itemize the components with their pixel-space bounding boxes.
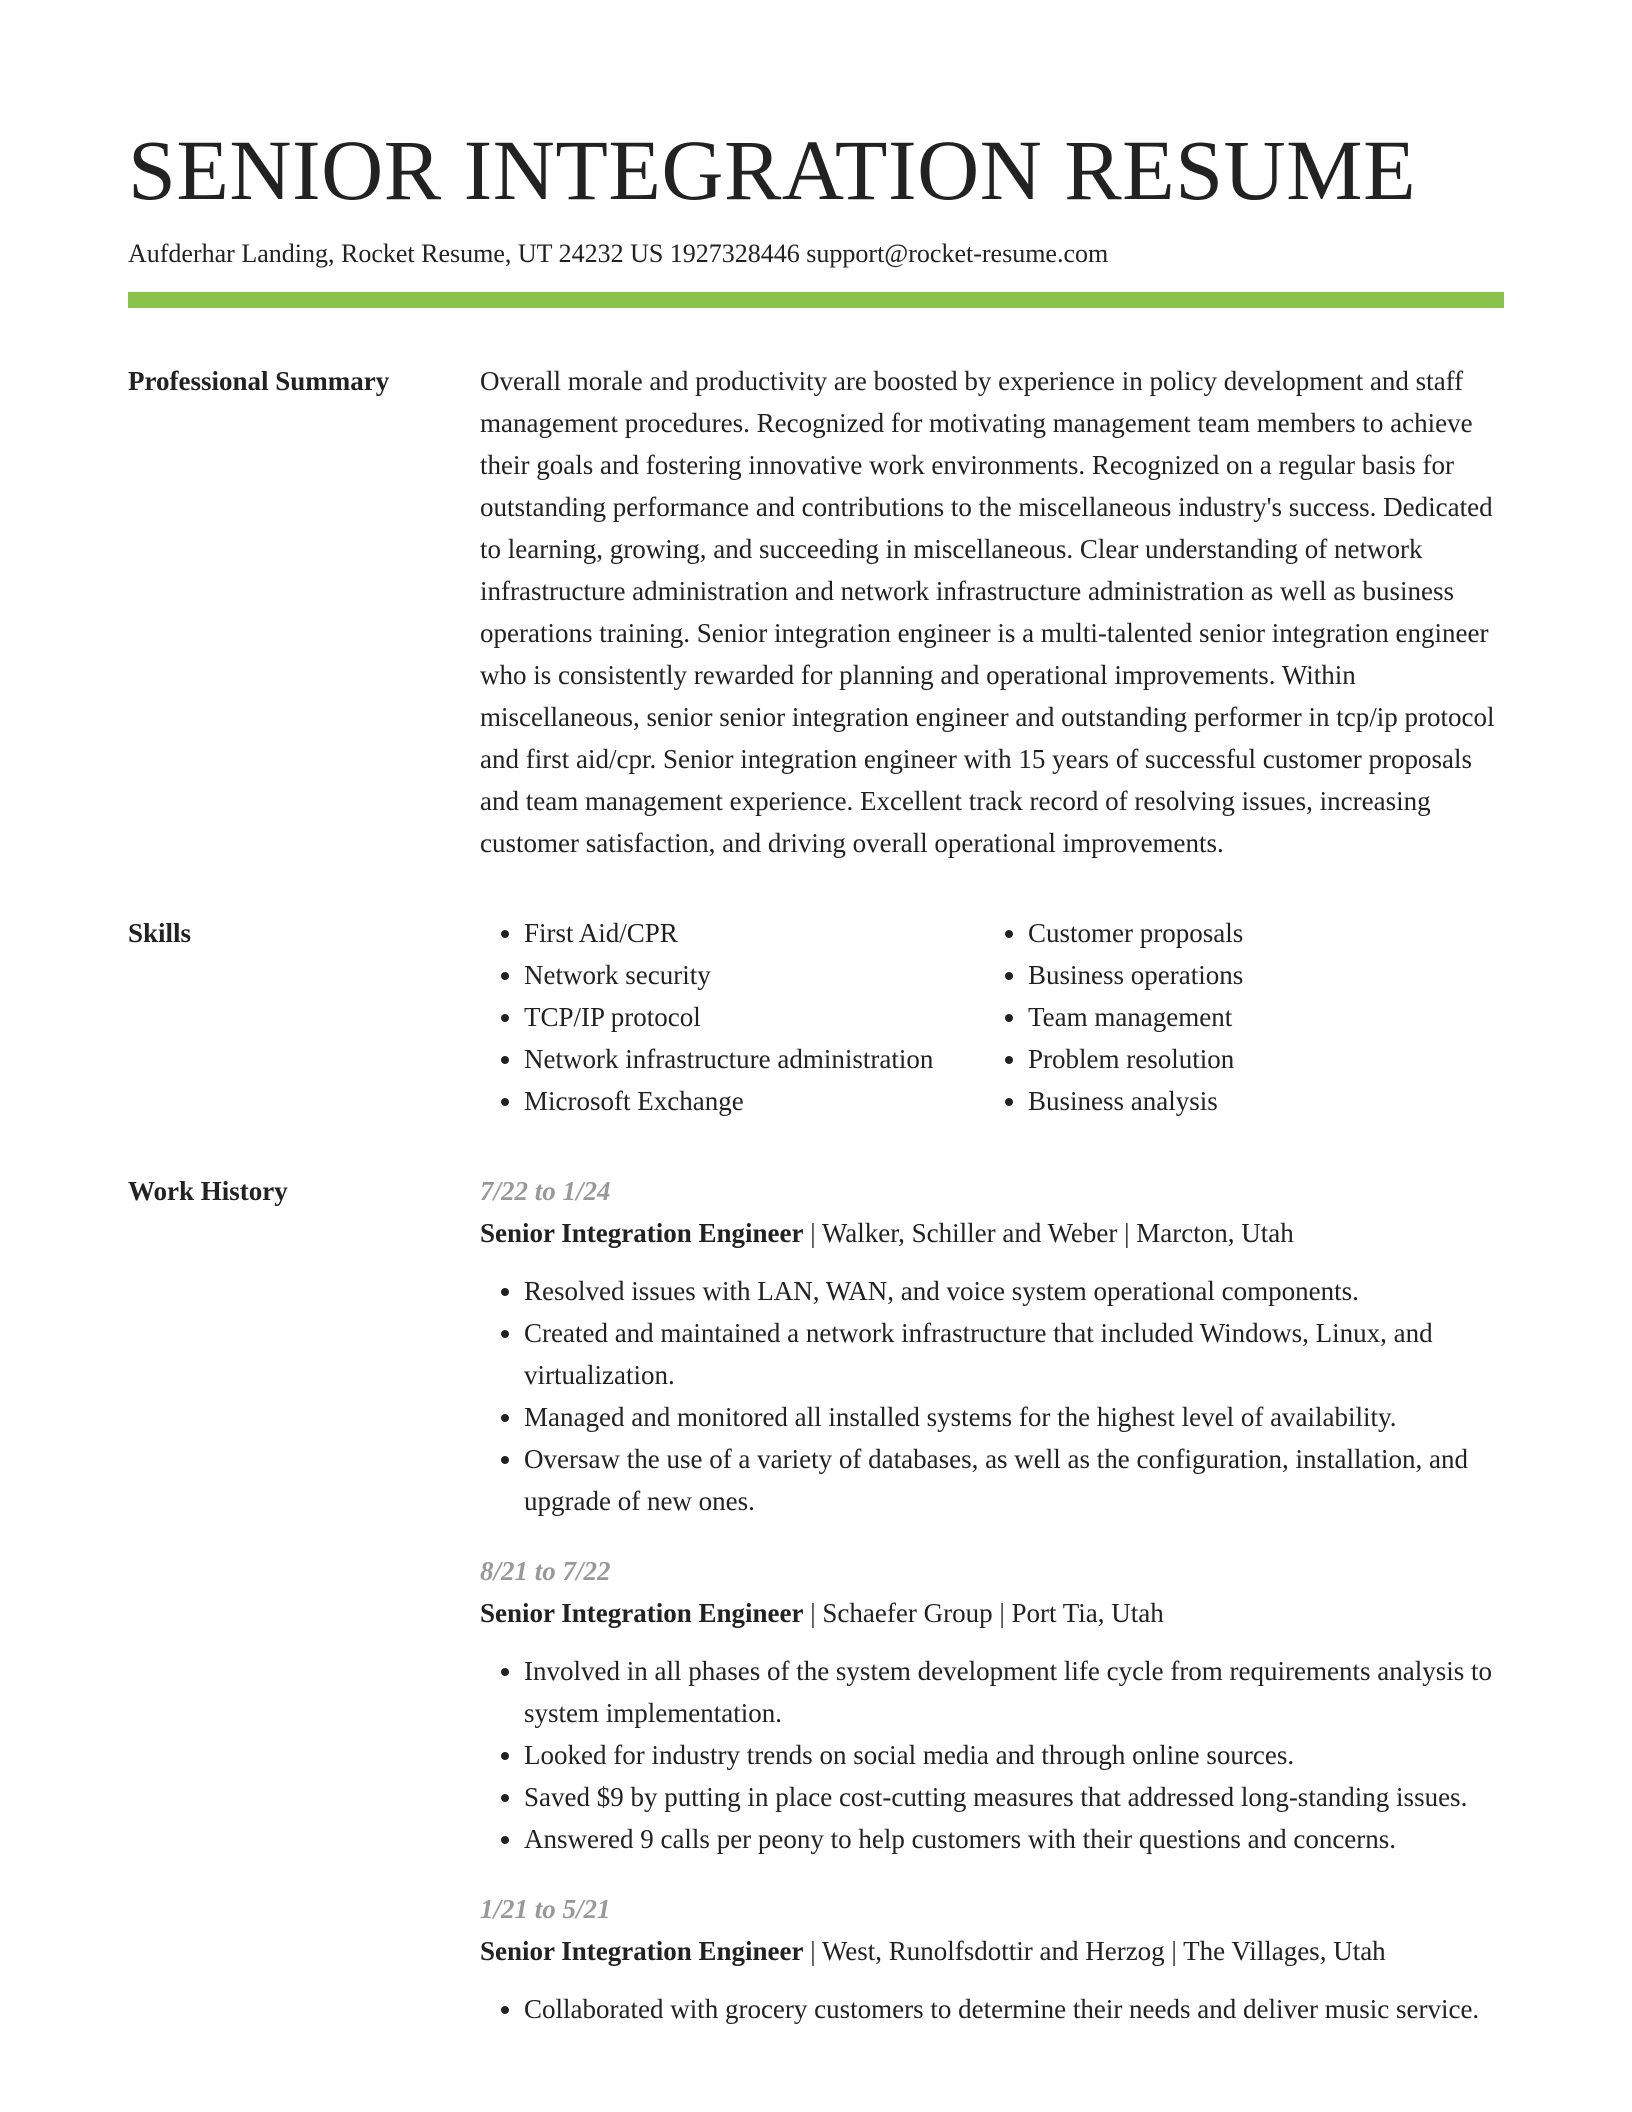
job-entry [480, 1888, 1504, 2030]
job-title: Senior Integration Engineer [480, 1598, 804, 1628]
skills-column-left [480, 912, 984, 1122]
resume-page [128, 118, 1504, 2058]
section-title-work-history: Work History [128, 1176, 288, 1206]
skill-item: • Customer proposals [1028, 912, 1243, 954]
job-header [480, 1592, 1504, 1634]
job-bullet: • Answered 9 calls per peony to help customers with their questions and concerns. [524, 1818, 1504, 1860]
job-entry [480, 1550, 1504, 1860]
skill-item: • First Aid/CPR [524, 912, 984, 954]
job-dates: 8/21 to 7/22 [480, 1556, 611, 1586]
skills-column-right [984, 912, 1243, 1122]
job-bullet: • Oversaw the use of a variety of databases, as well as the configuration, installation, and upgrade of new ones. [524, 1438, 1504, 1522]
skill-item: • Business analysis [1028, 1080, 1243, 1122]
job-dates: 1/21 to 5/21 [480, 1894, 611, 1924]
skill-item: • Microsoft Exchange [524, 1080, 984, 1122]
section-title-summary: Professional Summary [128, 366, 390, 396]
job-bullet: • Created and maintained a network infrastructure that included Windows, Linux, and virtualization. [524, 1312, 1504, 1396]
job-dates: 7/22 to 1/24 [480, 1176, 611, 1206]
job-entry [480, 1170, 1504, 1522]
header-divider [128, 292, 1504, 308]
skill-item: • Team management [1028, 996, 1243, 1038]
skill-item: • Problem resolution [1028, 1038, 1243, 1080]
section-title-skills: Skills [128, 918, 192, 948]
job-title: Senior Integration Engineer [480, 1218, 804, 1248]
skill-item: • Network infrastructure administration [524, 1038, 984, 1080]
job-header [480, 1930, 1504, 1972]
job-bullet: • Looked for industry trends on social media and through online sources. [524, 1734, 1504, 1776]
job-bullets [480, 1988, 1504, 2030]
job-title: Senior Integration Engineer [480, 1936, 804, 1966]
job-details: | Schaefer Group | Port Tia, Utah [803, 1598, 1164, 1628]
job-details: | West, Runolfsdottir and Herzog | The Villages, Utah [803, 1936, 1386, 1966]
job-bullet: • Collaborated with grocery customers to determine their needs and deliver music service. [524, 1988, 1504, 2030]
contact-line: Aufderhar Landing, Rocket Resume, UT 24232 US 1927328446 support@rocket-resume.com [128, 239, 1109, 268]
skill-item: • TCP/IP protocol [524, 996, 984, 1038]
job-bullet: • Involved in all phases of the system development life cycle from requirements analysis to system implementation. [524, 1650, 1504, 1734]
section-summary [128, 360, 1504, 864]
job-bullet: • Saved $9 by putting in place cost-cutting measures that addressed long-standing issues. [524, 1776, 1504, 1818]
job-details: | Walker, Schiller and Weber | Marcton, Utah [803, 1218, 1294, 1248]
job-header [480, 1212, 1504, 1254]
section-work-history [128, 1170, 1504, 2058]
summary-body [480, 360, 1504, 864]
work-history-body [480, 1170, 1504, 2058]
job-bullet: • Managed and monitored all installed systems for the highest level of availability. [524, 1396, 1504, 1438]
section-skills [128, 912, 1504, 1122]
job-bullets [480, 1270, 1504, 1522]
skill-item: • Network security [524, 954, 984, 996]
summary-text: Overall morale and productivity are boosted by experience in policy development and staff management procedures. Recognized for motivating management team members to achieve their goals and fostering innovative work environments. Recognized on a regular basis for outstanding performance and contributions to the miscellaneous industry's success. Dedicated to learning, growing, and succeeding in miscellaneous. Clear understanding of network infrastructure administration and network infrastructure administration as well as business operations training. Senior integration engineer is a multi-talented senior integration engineer who is consistently rewarded for planning and operational improvements. Within miscellaneous, senior senior integration engineer and outstanding performer in tcp/ip protocol and first aid/cpr. Senior integration engineer with 15 years of successful customer proposals and team management experience. Excellent track record of resolving issues, increasing customer satisfaction, and driving overall operational improvements. [480, 366, 1495, 858]
job-bullet: • Resolved issues with LAN, WAN, and voice system operational components. [524, 1270, 1504, 1312]
skills-grid [480, 912, 1504, 1122]
skill-item: • Business operations [1028, 954, 1243, 996]
job-bullets [480, 1650, 1504, 1860]
resume-name: SENIOR INTEGRATION RESUME [128, 122, 1417, 218]
